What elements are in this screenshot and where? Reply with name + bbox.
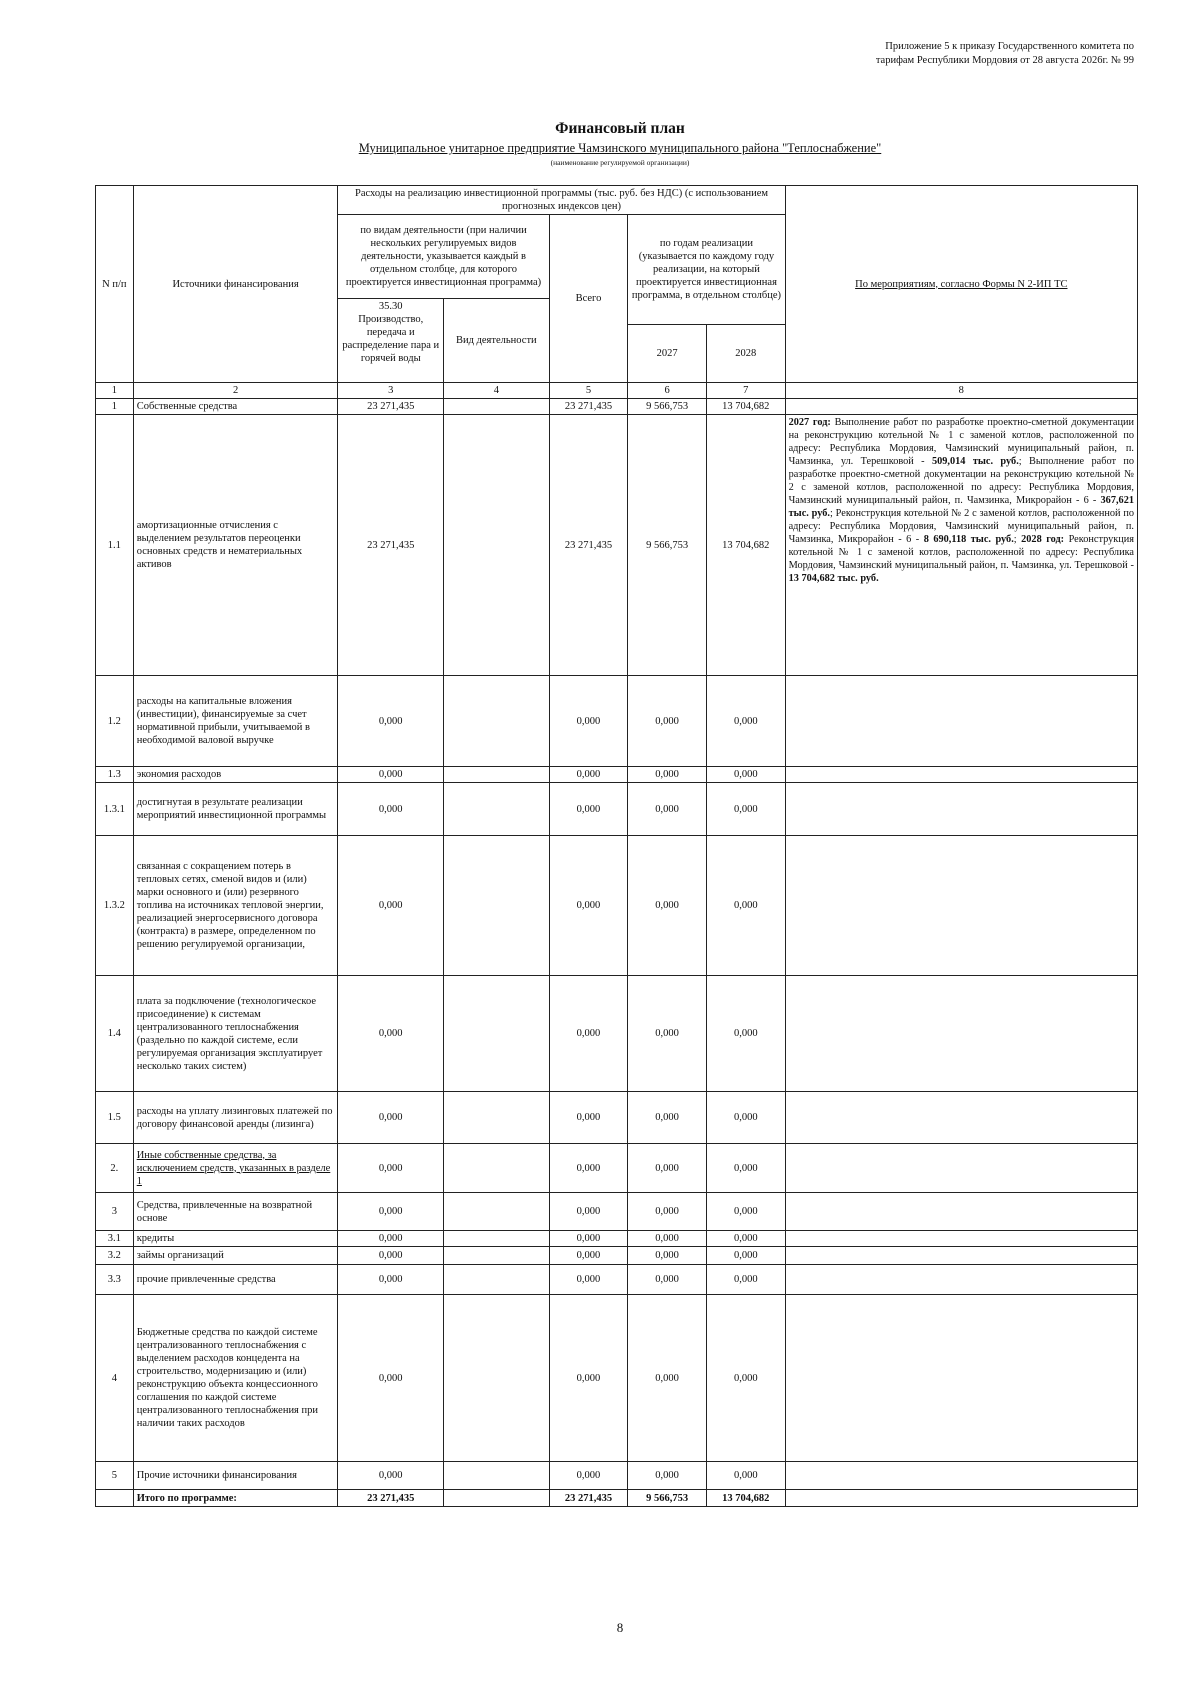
measures-year-2028: 2028 год: — [1021, 534, 1065, 545]
row-2027: 0,000 — [628, 1462, 707, 1490]
header-year-2028: 2028 — [706, 325, 785, 383]
row-total: 23 271,435 — [549, 415, 628, 676]
row-source: амортизационные отчисления с выделением результатов переоценки основных средств и нематериальных активов — [133, 415, 338, 676]
row-source: плата за подключение (технологическое присоединение) к системам централизованного теплоснабжения (раздельно по каждой системе, если регулируемая организация эксплуатирует несколько таких систем) — [133, 976, 338, 1092]
row-col4 — [444, 1193, 550, 1231]
table-row — [96, 1247, 1138, 1265]
row-2027: 0,000 — [628, 1231, 707, 1247]
row-measures — [785, 1265, 1137, 1295]
row-num: 4 — [96, 1295, 134, 1462]
row-measures — [785, 1231, 1137, 1247]
row-col4 — [444, 1295, 550, 1462]
row-total: 0,000 — [549, 1462, 628, 1490]
row-col3: 0,000 — [338, 836, 444, 976]
row-source: кредиты — [133, 1231, 338, 1247]
row-num: 1.4 — [96, 976, 134, 1092]
row-2027: 0,000 — [628, 676, 707, 767]
row-num: 1.3.2 — [96, 836, 134, 976]
table-row — [96, 767, 1138, 783]
row-source: Средства, привлеченные на возвратной основе — [133, 1193, 338, 1231]
row-col3: 0,000 — [338, 1265, 444, 1295]
row-2028: 0,000 — [706, 1193, 785, 1231]
row-measures — [785, 1193, 1137, 1231]
row-source: займы организаций — [133, 1247, 338, 1265]
row-2028: 0,000 — [706, 836, 785, 976]
row-col4 — [444, 676, 550, 767]
row-measures — [785, 976, 1137, 1092]
appendix-line-1: Приложение 5 к приказу Государственного комитета по — [885, 41, 1134, 52]
row-measures — [785, 783, 1137, 836]
row-total: 0,000 — [549, 1265, 628, 1295]
table-row — [96, 1193, 1138, 1231]
table-row — [96, 976, 1138, 1092]
total-col4 — [444, 1490, 550, 1507]
header-total: Всего — [549, 215, 628, 383]
row-col3: 0,000 — [338, 676, 444, 767]
financial-plan-table — [95, 185, 1138, 1507]
row-measures — [785, 1462, 1137, 1490]
row-total: 0,000 — [549, 976, 628, 1092]
row-2027: 0,000 — [628, 783, 707, 836]
measures-text: ; Реконструкция котельной № 2 с заменой котлов, расположенной по адресу: Республика Мордовия, Чамзинский муниципальный район, п. Чамзинка, Микрорайон - 6 - — [788, 508, 1134, 545]
column-number: 4 — [444, 383, 550, 399]
row-col4 — [444, 399, 550, 415]
row-measures — [785, 1490, 1137, 1507]
activity-name: Производство, передача и распределение пара и горячей воды — [342, 314, 440, 364]
header-measures: По мероприятиям, согласно Формы N 2-ИП ТС — [785, 186, 1137, 383]
row-total: 0,000 — [549, 1231, 628, 1247]
total-col3: 23 271,435 — [338, 1490, 444, 1507]
column-number: 1 — [96, 383, 134, 399]
row-source: достигнутая в результате реализации мероприятий инвестиционной программы — [133, 783, 338, 836]
row-2027: 0,000 — [628, 767, 707, 783]
row-2027: 0,000 — [628, 1295, 707, 1462]
row-source: расходы на капитальные вложения (инвестиции), финансируемые за счет нормативной прибыли, учитываемой в необходимой валовой выручке — [133, 676, 338, 767]
row-num: 1.3 — [96, 767, 134, 783]
header-source: Источники финансирования — [133, 186, 338, 383]
row-source: Собственные средства — [133, 399, 338, 415]
row-total: 23 271,435 — [549, 399, 628, 415]
row-total: 0,000 — [549, 836, 628, 976]
header-by-years: по годам реализации (указывается по каждому году реализации, на который проектируется инвестиционная программа, в отдельном столбце) — [628, 215, 785, 325]
row-col4 — [444, 767, 550, 783]
row-col4 — [444, 1144, 550, 1193]
measures-text: Реконструкция котельной № 1 с заменой котлов, расположенной по адресу: Республика Мордовия, Чамзинский муниципальный район, п. Чамзинка, ул. Терешковой - — [788, 534, 1135, 571]
row-num: 1 — [96, 399, 134, 415]
row-col3: 0,000 — [338, 976, 444, 1092]
table-row — [96, 399, 1138, 415]
row-2028: 0,000 — [706, 1265, 785, 1295]
total-2027: 9 566,753 — [628, 1490, 707, 1507]
row-col3: 0,000 — [338, 1092, 444, 1144]
row-num: 1.2 — [96, 676, 134, 767]
row-2028: 0,000 — [706, 783, 785, 836]
row-total: 0,000 — [549, 1144, 628, 1193]
measures-text: ; Выполнение работ по разработке проектно-сметной документации на реконструкцию котельной № 2 с заменой котлов, расположенной по адресу: Республика Мордовия, Чамзинский муниципальный район, п. Чамзинка, Микрорайон - 6 - — [788, 456, 1134, 506]
row-num: 3.1 — [96, 1231, 134, 1247]
row-2028: 0,000 — [706, 1231, 785, 1247]
row-col3: 0,000 — [338, 767, 444, 783]
measures-amount: 509,014 тыс. руб. — [931, 456, 1019, 467]
row-measures — [785, 399, 1137, 415]
row-col4 — [444, 1092, 550, 1144]
row-2027: 9 566,753 — [628, 415, 707, 676]
activity-code: 35.30 — [378, 301, 403, 312]
column-number: 7 — [706, 383, 785, 399]
row-measures — [785, 1247, 1137, 1265]
header-activity-3530 — [338, 299, 444, 383]
row-col4 — [444, 1231, 550, 1247]
row-2027: 0,000 — [628, 1193, 707, 1231]
row-col4 — [444, 836, 550, 976]
table-row — [96, 1231, 1138, 1247]
appendix-line-2: тарифам Республики Мордовия от 28 августа 2026г. № 99 — [875, 55, 1134, 66]
row-2028: 13 704,682 — [706, 415, 785, 676]
row-2027: 0,000 — [628, 1265, 707, 1295]
row-num: 1.5 — [96, 1092, 134, 1144]
measures-text: Выполнение работ по разработке проектно-сметной документации на реконструкцию котельной № 1 с заменой котлов, расположенной по адресу: Республика Мордовия, Чамзинский муниципальный район, п. Чамзинка, ул. Терешковой - — [788, 417, 1134, 467]
row-total: 0,000 — [549, 1247, 628, 1265]
document-title: Финансовый план — [555, 120, 685, 137]
row-total: 0,000 — [549, 1295, 628, 1462]
row-col3: 0,000 — [338, 783, 444, 836]
table-row — [96, 1265, 1138, 1295]
row-col3: 0,000 — [338, 1247, 444, 1265]
measures-description — [785, 415, 1137, 676]
row-num: 3 — [96, 1193, 134, 1231]
row-measures — [785, 1092, 1137, 1144]
row-2028: 0,000 — [706, 1144, 785, 1193]
row-source: Иные собственные средства, за исключением средств, указанных в разделе 1 — [133, 1144, 338, 1193]
row-col3: 0,000 — [338, 1295, 444, 1462]
row-source: расходы на уплату лизинговых платежей по договору финансовой аренды (лизинга) — [133, 1092, 338, 1144]
row-measures — [785, 1144, 1137, 1193]
column-numbers-row — [96, 383, 1138, 399]
row-col4 — [444, 976, 550, 1092]
row-col3: 0,000 — [338, 1231, 444, 1247]
total-2028: 13 704,682 — [706, 1490, 785, 1507]
row-col4 — [444, 415, 550, 676]
organization-note: (наименование регулируемой организации) — [550, 158, 690, 167]
row-num: 1.3.1 — [96, 783, 134, 836]
row-2028: 0,000 — [706, 976, 785, 1092]
column-number: 2 — [133, 383, 338, 399]
measures-text: ; — [1013, 534, 1022, 545]
table-row — [96, 783, 1138, 836]
row-num: 2. — [96, 1144, 134, 1193]
table-row — [96, 836, 1138, 976]
row-source: экономия расходов — [133, 767, 338, 783]
header-year-2027: 2027 — [628, 325, 707, 383]
table-row — [96, 1144, 1138, 1193]
row-measures — [785, 836, 1137, 976]
table-row — [96, 1462, 1138, 1490]
row-col4 — [444, 1265, 550, 1295]
row-measures — [785, 676, 1137, 767]
row-total: 0,000 — [549, 1092, 628, 1144]
row-col4 — [444, 783, 550, 836]
row-total: 0,000 — [549, 783, 628, 836]
row-col3: 0,000 — [338, 1462, 444, 1490]
row-source: прочие привлеченные средства — [133, 1265, 338, 1295]
page-number: 8 — [616, 1620, 624, 1635]
row-2027: 0,000 — [628, 1144, 707, 1193]
total-row — [96, 1490, 1138, 1507]
measures-amount: 8 690,118 тыс. руб. — [923, 534, 1014, 545]
row-total: 0,000 — [549, 676, 628, 767]
table-row — [96, 415, 1138, 676]
row-total: 0,000 — [549, 767, 628, 783]
appendix-note — [804, 40, 1134, 68]
row-source: Бюджетные средства по каждой системе централизованного теплоснабжения с выделением расходов концедента на строительство, модернизацию и (или) реконструкцию объекта концессионного соглашения по каждой системе централизованного теплоснабжения при наличии таких расходов — [133, 1295, 338, 1462]
row-2027: 0,000 — [628, 1247, 707, 1265]
row-2028: 0,000 — [706, 1462, 785, 1490]
row-num: 5 — [96, 1462, 134, 1490]
column-number: 5 — [549, 383, 628, 399]
row-measures — [785, 767, 1137, 783]
total-label: Итого по программе: — [133, 1490, 338, 1507]
table-row — [96, 1295, 1138, 1462]
row-num: 3.2 — [96, 1247, 134, 1265]
header-num: N п/п — [96, 186, 134, 383]
row-col3: 23 271,435 — [338, 399, 444, 415]
row-2028: 0,000 — [706, 1295, 785, 1462]
row-col3: 0,000 — [338, 1144, 444, 1193]
column-number: 8 — [785, 383, 1137, 399]
row-col3: 0,000 — [338, 1193, 444, 1231]
header-activity-type: Вид деятельности — [444, 299, 550, 383]
row-num: 3.3 — [96, 1265, 134, 1295]
row-col4 — [444, 1462, 550, 1490]
row-2028: 13 704,682 — [706, 399, 785, 415]
header-by-activity: по видам деятельности (при наличии нескольких регулируемых видов деятельности, указывается каждый в отдельном столбце, для которого проектируется инвестиционная программа) — [338, 215, 549, 299]
row-measures — [785, 1295, 1137, 1462]
row-source: связанная с сокращением потерь в тепловых сетях, сменой видов и (или) марки основного и (или) резервного топлива на источниках тепловой энергии, реализацией энергосервисного договора (контракта) в размере, определенном по решению регулируемой организации, — [133, 836, 338, 976]
row-num — [96, 1490, 134, 1507]
measures-amount: 13 704,682 тыс. руб. — [788, 573, 879, 584]
measures-amount: 367,621 тыс. руб. — [788, 495, 1134, 519]
row-num: 1.1 — [96, 415, 134, 676]
organization-line — [0, 141, 1200, 156]
row-2028: 0,000 — [706, 676, 785, 767]
header-expenses: Расходы на реализацию инвестиционной программы (тыс. руб. без НДС) (с использованием прогнозных индексов цен) — [338, 186, 785, 215]
total-all: 23 271,435 — [549, 1490, 628, 1507]
row-2028: 0,000 — [706, 1092, 785, 1144]
measures-year-2027: 2027 год: — [788, 417, 831, 428]
row-col4 — [444, 1247, 550, 1265]
table-row — [96, 676, 1138, 767]
row-2027: 0,000 — [628, 1092, 707, 1144]
row-2027: 0,000 — [628, 836, 707, 976]
column-number: 6 — [628, 383, 707, 399]
row-2028: 0,000 — [706, 1247, 785, 1265]
row-2027: 0,000 — [628, 976, 707, 1092]
column-number: 3 — [338, 383, 444, 399]
row-2028: 0,000 — [706, 767, 785, 783]
organization-name: Муниципальное унитарное предприятие Чамзинского муниципального района "Теплоснабжение" — [358, 141, 882, 155]
row-2027: 9 566,753 — [628, 399, 707, 415]
row-col3: 23 271,435 — [338, 415, 444, 676]
row-source: Прочие источники финансирования — [133, 1462, 338, 1490]
row-total: 0,000 — [549, 1193, 628, 1231]
table-row — [96, 1092, 1138, 1144]
